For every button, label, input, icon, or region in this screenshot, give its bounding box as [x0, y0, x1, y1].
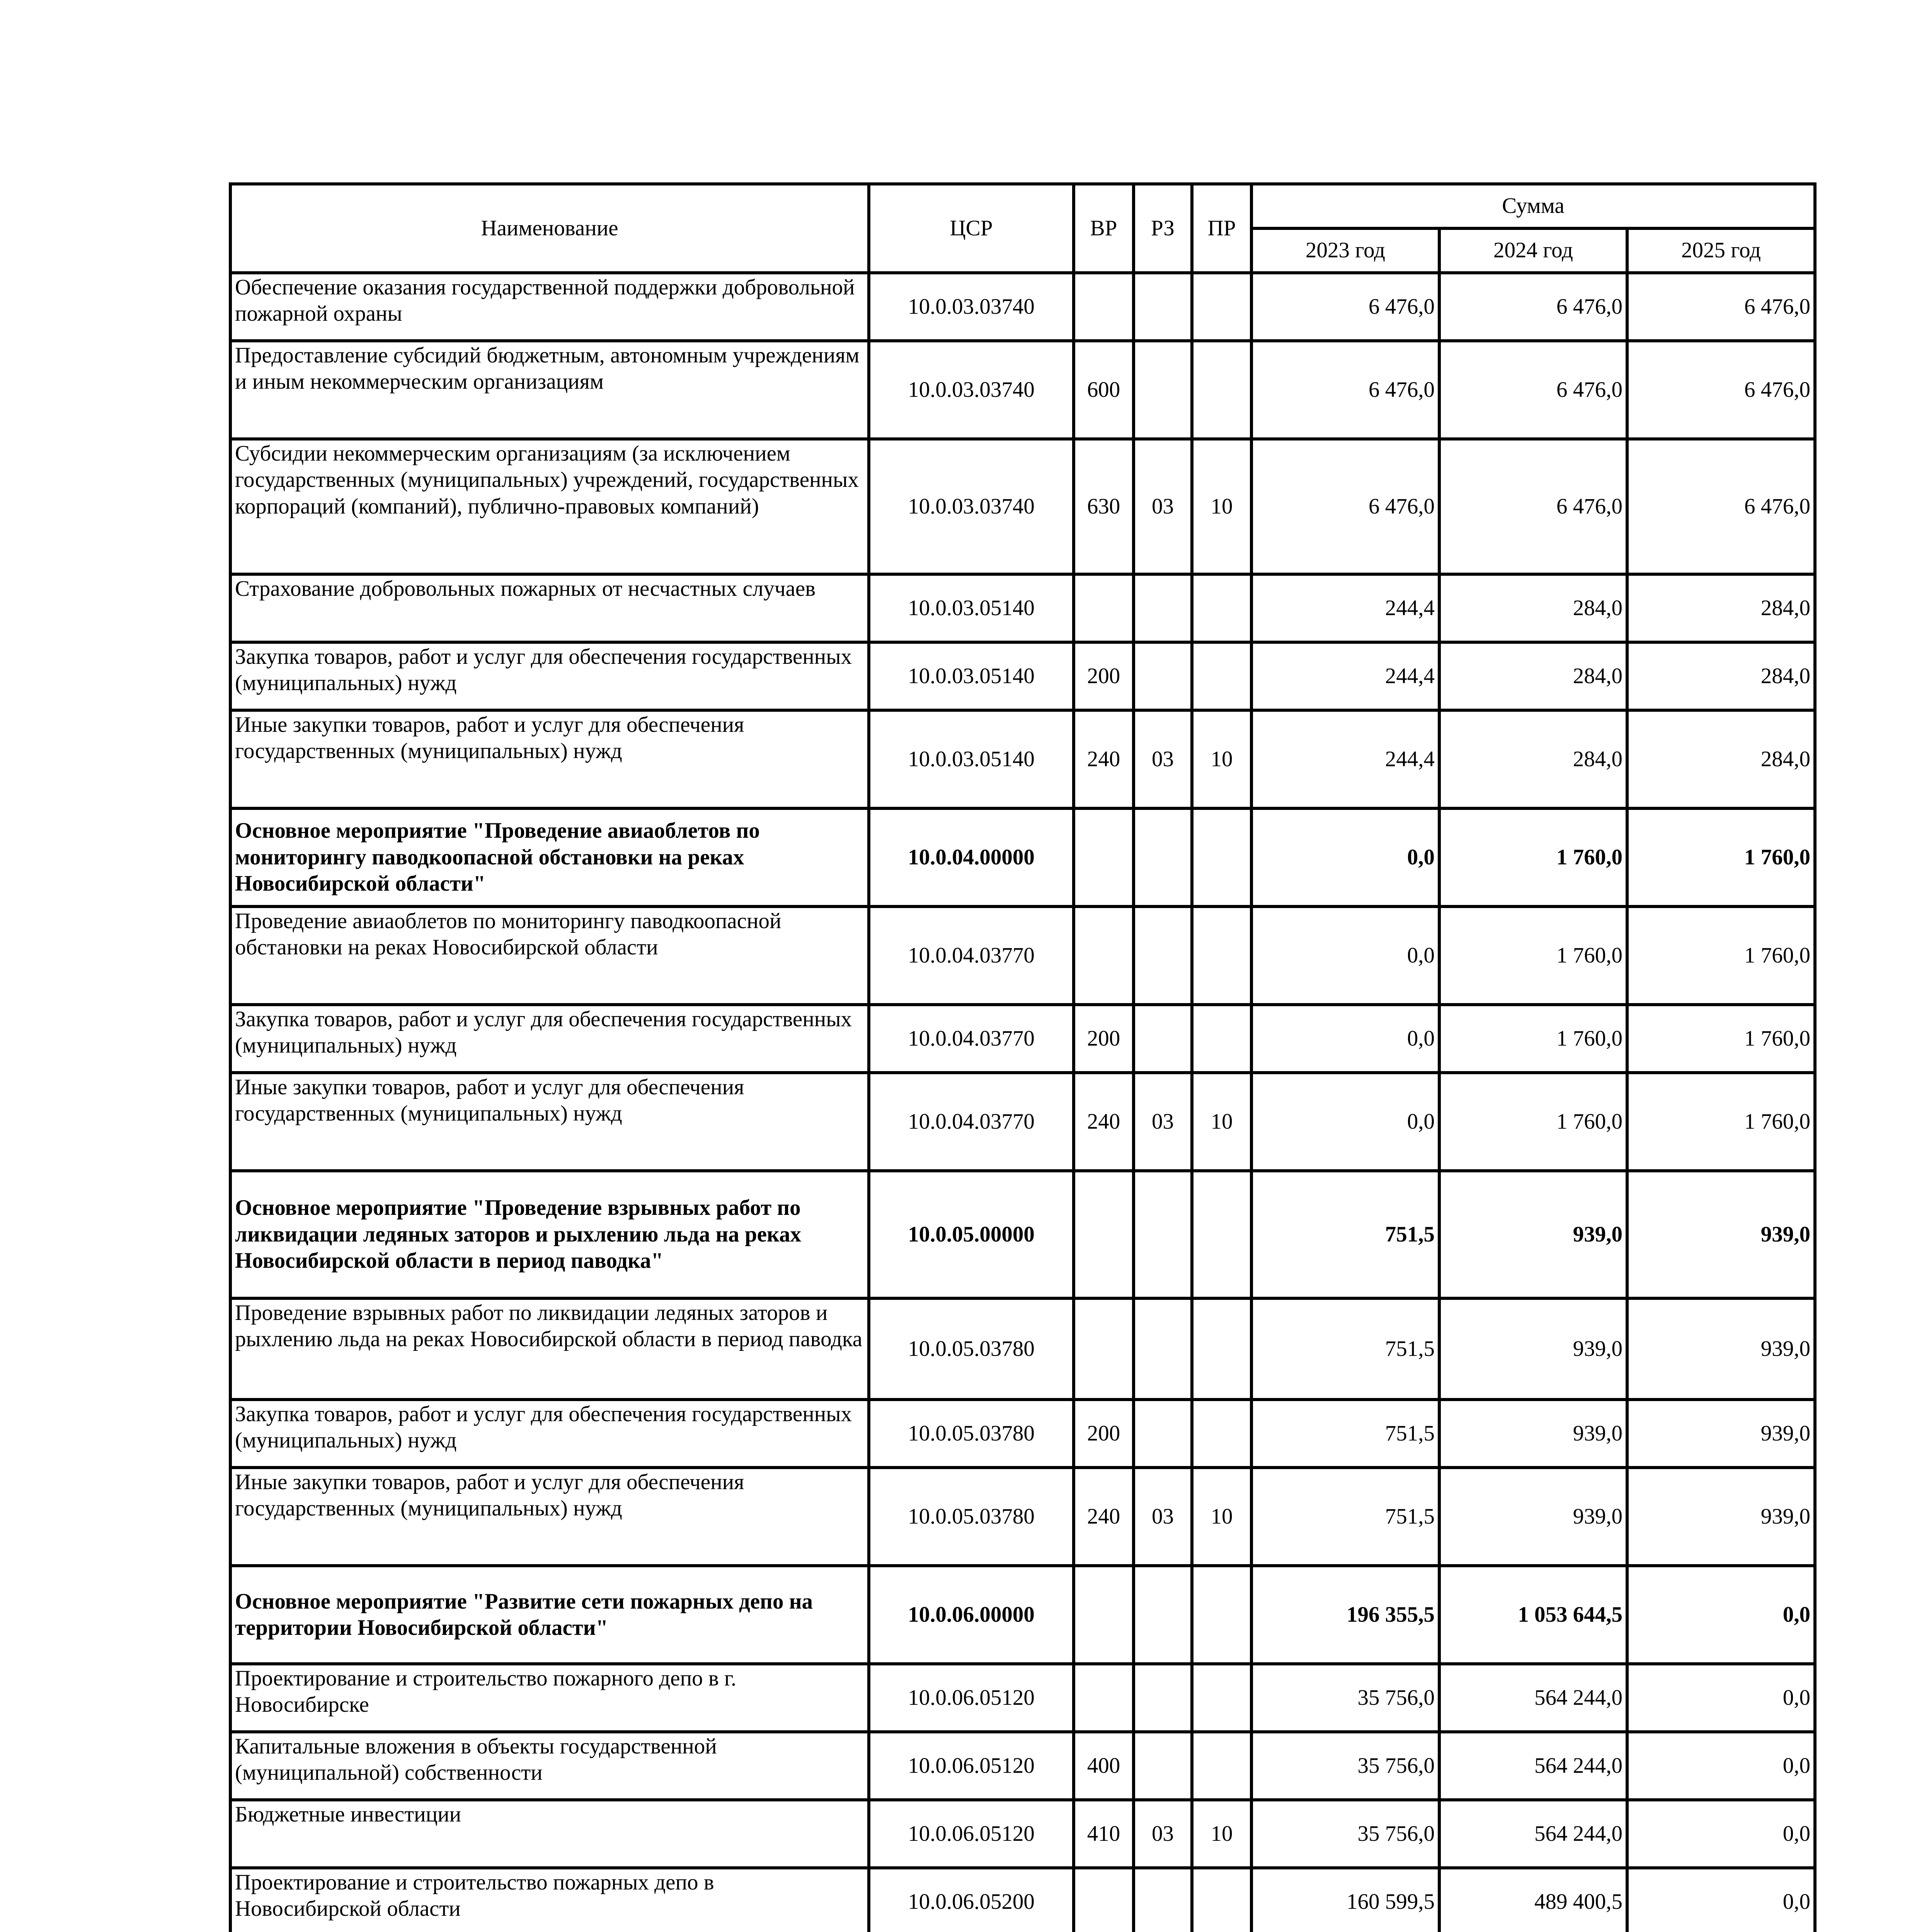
cell-rz: [1134, 1171, 1192, 1298]
table-row: [230, 1468, 1815, 1566]
cell-pr: 10: [1192, 1800, 1251, 1868]
table-row: [230, 1868, 1815, 1932]
table-row: [230, 906, 1815, 1005]
cell-rz: 03: [1134, 710, 1192, 808]
table-row: [230, 439, 1815, 574]
cell-pr: [1192, 341, 1251, 439]
cell-vr: 630: [1074, 439, 1134, 574]
cell-y2024: 939,0: [1439, 1468, 1627, 1566]
cell-csr: 10.0.06.05120: [869, 1732, 1074, 1800]
cell-csr: 10.0.05.03780: [869, 1468, 1074, 1566]
cell-vr: 200: [1074, 1400, 1134, 1468]
cell-csr: 10.0.04.03770: [869, 906, 1074, 1005]
cell-name: Закупка товаров, работ и услуг для обеспечения государственных (муниципальных) нужд: [230, 1005, 869, 1073]
cell-vr: [1074, 574, 1134, 642]
cell-csr: 10.0.03.03740: [869, 341, 1074, 439]
cell-rz: [1134, 642, 1192, 710]
cell-y2024: 6 476,0: [1439, 341, 1627, 439]
cell-name: Иные закупки товаров, работ и услуг для обеспечения государственных (муниципальных) нужд: [230, 1468, 869, 1566]
cell-csr: 10.0.06.05120: [869, 1800, 1074, 1868]
cell-pr: [1192, 906, 1251, 1005]
header-rz: РЗ: [1134, 184, 1192, 273]
cell-y2024: 939,0: [1439, 1298, 1627, 1400]
cell-y2023: 244,4: [1251, 710, 1439, 808]
cell-pr: [1192, 808, 1251, 906]
cell-csr: 10.0.04.03770: [869, 1005, 1074, 1073]
cell-csr: 10.0.03.03740: [869, 273, 1074, 341]
cell-rz: [1134, 1566, 1192, 1664]
cell-y2025: 284,0: [1627, 710, 1815, 808]
table-row: [230, 1073, 1815, 1171]
cell-vr: [1074, 1664, 1134, 1732]
cell-name: Предоставление субсидий бюджетным, автономным учреждениям и иным некоммерческим организациям: [230, 341, 869, 439]
cell-y2024: 564 244,0: [1439, 1732, 1627, 1800]
cell-csr: 10.0.05.00000: [869, 1171, 1074, 1298]
cell-vr: 240: [1074, 1073, 1134, 1171]
cell-rz: 03: [1134, 1800, 1192, 1868]
cell-rz: [1134, 341, 1192, 439]
cell-y2023: 196 355,5: [1251, 1566, 1439, 1664]
table-row: [230, 1400, 1815, 1468]
cell-y2025: 1 760,0: [1627, 906, 1815, 1005]
cell-pr: 10: [1192, 439, 1251, 574]
table-row: [230, 710, 1815, 808]
cell-y2025: 0,0: [1627, 1566, 1815, 1664]
cell-y2023: 244,4: [1251, 642, 1439, 710]
cell-y2023: 6 476,0: [1251, 439, 1439, 574]
cell-name: Закупка товаров, работ и услуг для обеспечения государственных (муниципальных) нужд: [230, 642, 869, 710]
cell-y2023: 244,4: [1251, 574, 1439, 642]
header-year-2023: 2023 год: [1251, 228, 1439, 273]
cell-y2023: 35 756,0: [1251, 1800, 1439, 1868]
table-body: [230, 273, 1815, 1932]
cell-vr: [1074, 1171, 1134, 1298]
table-row: [230, 1171, 1815, 1298]
cell-y2024: 939,0: [1439, 1171, 1627, 1298]
cell-y2023: 6 476,0: [1251, 341, 1439, 439]
cell-vr: 600: [1074, 341, 1134, 439]
cell-y2025: 939,0: [1627, 1171, 1815, 1298]
cell-pr: [1192, 1664, 1251, 1732]
cell-y2024: 284,0: [1439, 710, 1627, 808]
cell-y2025: 0,0: [1627, 1732, 1815, 1800]
header-sum: Сумма: [1251, 184, 1815, 228]
cell-y2025: 6 476,0: [1627, 439, 1815, 574]
cell-name: Иные закупки товаров, работ и услуг для обеспечения государственных (муниципальных) нужд: [230, 710, 869, 808]
cell-rz: 03: [1134, 439, 1192, 574]
cell-y2024: 6 476,0: [1439, 273, 1627, 341]
cell-pr: [1192, 1171, 1251, 1298]
cell-y2024: 564 244,0: [1439, 1800, 1627, 1868]
cell-y2023: 751,5: [1251, 1400, 1439, 1468]
cell-y2024: 564 244,0: [1439, 1664, 1627, 1732]
cell-vr: [1074, 1566, 1134, 1664]
cell-name: Капитальные вложения в объекты государственной (муниципальной) собственности: [230, 1732, 869, 1800]
cell-name: Основное мероприятие "Развитие сети пожарных депо на территории Новосибирской области": [230, 1566, 869, 1664]
cell-csr: 10.0.04.00000: [869, 808, 1074, 906]
table-row: [230, 1566, 1815, 1664]
cell-name: Бюджетные инвестиции: [230, 1800, 869, 1868]
cell-vr: 200: [1074, 1005, 1134, 1073]
cell-vr: [1074, 808, 1134, 906]
cell-y2024: 489 400,5: [1439, 1868, 1627, 1932]
cell-name: Обеспечение оказания государственной поддержки добровольной пожарной охраны: [230, 273, 869, 341]
cell-rz: [1134, 1868, 1192, 1932]
cell-y2024: 1 760,0: [1439, 906, 1627, 1005]
cell-csr: 10.0.06.05200: [869, 1868, 1074, 1932]
header-vr: ВР: [1074, 184, 1134, 273]
cell-name: Основное мероприятие "Проведение взрывных работ по ликвидации ледяных заторов и рыхлению льда на реках Новосибирской области в период паводка": [230, 1171, 869, 1298]
cell-name: Основное мероприятие "Проведение авиаоблетов по мониторингу паводкоопасной обстановки на реках Новосибирской области": [230, 808, 869, 906]
cell-y2025: 284,0: [1627, 574, 1815, 642]
cell-y2023: 0,0: [1251, 808, 1439, 906]
cell-y2023: 0,0: [1251, 1073, 1439, 1171]
cell-csr: 10.0.04.03770: [869, 1073, 1074, 1171]
cell-name: Субсидии некоммерческим организациям (за исключением государственных (муниципальных) учреждений, государственных корпораций (компаний), публично-правовых компаний): [230, 439, 869, 574]
cell-y2025: 1 760,0: [1627, 1073, 1815, 1171]
cell-pr: [1192, 574, 1251, 642]
cell-y2024: 1 760,0: [1439, 808, 1627, 906]
cell-csr: 10.0.05.03780: [869, 1400, 1074, 1468]
cell-y2025: 6 476,0: [1627, 341, 1815, 439]
cell-pr: [1192, 642, 1251, 710]
cell-name: Проведение авиаоблетов по мониторингу паводкоопасной обстановки на реках Новосибирской области: [230, 906, 869, 1005]
cell-y2025: 939,0: [1627, 1298, 1815, 1400]
cell-y2023: 751,5: [1251, 1171, 1439, 1298]
cell-y2023: 35 756,0: [1251, 1664, 1439, 1732]
cell-pr: 10: [1192, 710, 1251, 808]
cell-csr: 10.0.03.05140: [869, 642, 1074, 710]
cell-y2025: 0,0: [1627, 1868, 1815, 1932]
table-row: [230, 642, 1815, 710]
table-row: [230, 808, 1815, 906]
cell-rz: 03: [1134, 1468, 1192, 1566]
cell-pr: [1192, 273, 1251, 341]
cell-vr: 240: [1074, 710, 1134, 808]
cell-pr: 10: [1192, 1468, 1251, 1566]
cell-y2025: 1 760,0: [1627, 1005, 1815, 1073]
cell-name: Иные закупки товаров, работ и услуг для обеспечения государственных (муниципальных) нужд: [230, 1073, 869, 1171]
cell-pr: [1192, 1566, 1251, 1664]
cell-csr: 10.0.03.03740: [869, 439, 1074, 574]
table-row: [230, 1298, 1815, 1400]
cell-y2024: 284,0: [1439, 574, 1627, 642]
cell-rz: [1134, 1298, 1192, 1400]
cell-rz: [1134, 1732, 1192, 1800]
table-row: [230, 273, 1815, 341]
cell-vr: 240: [1074, 1468, 1134, 1566]
cell-name: Проектирование и строительство пожарных депо в Новосибирской области: [230, 1868, 869, 1932]
cell-pr: [1192, 1005, 1251, 1073]
cell-pr: 10: [1192, 1073, 1251, 1171]
cell-y2024: 284,0: [1439, 642, 1627, 710]
budget-table: [229, 182, 1817, 1932]
cell-y2025: 1 760,0: [1627, 808, 1815, 906]
cell-y2025: 939,0: [1627, 1400, 1815, 1468]
cell-vr: 200: [1074, 642, 1134, 710]
cell-vr: [1074, 1868, 1134, 1932]
cell-csr: 10.0.06.00000: [869, 1566, 1074, 1664]
cell-csr: 10.0.03.05140: [869, 574, 1074, 642]
cell-y2023: 160 599,5: [1251, 1868, 1439, 1932]
cell-vr: 400: [1074, 1732, 1134, 1800]
cell-pr: [1192, 1400, 1251, 1468]
cell-vr: [1074, 1298, 1134, 1400]
table-row: [230, 1732, 1815, 1800]
cell-rz: [1134, 574, 1192, 642]
table-row: [230, 1664, 1815, 1732]
cell-y2023: 0,0: [1251, 1005, 1439, 1073]
cell-y2025: 0,0: [1627, 1664, 1815, 1732]
cell-y2024: 1 760,0: [1439, 1005, 1627, 1073]
table-row: [230, 574, 1815, 642]
cell-rz: [1134, 1400, 1192, 1468]
cell-pr: [1192, 1298, 1251, 1400]
cell-y2024: 1 760,0: [1439, 1073, 1627, 1171]
cell-name: Закупка товаров, работ и услуг для обеспечения государственных (муниципальных) нужд: [230, 1400, 869, 1468]
cell-name: Проектирование и строительство пожарного депо в г. Новосибирске: [230, 1664, 869, 1732]
cell-vr: [1074, 906, 1134, 1005]
header-year-2024: 2024 год: [1439, 228, 1627, 273]
cell-rz: 03: [1134, 1073, 1192, 1171]
cell-rz: [1134, 273, 1192, 341]
cell-y2024: 6 476,0: [1439, 439, 1627, 574]
cell-y2025: 6 476,0: [1627, 273, 1815, 341]
cell-rz: [1134, 1664, 1192, 1732]
cell-y2023: 0,0: [1251, 906, 1439, 1005]
cell-pr: [1192, 1732, 1251, 1800]
cell-y2023: 751,5: [1251, 1468, 1439, 1566]
cell-vr: [1074, 273, 1134, 341]
cell-y2023: 751,5: [1251, 1298, 1439, 1400]
cell-y2024: 1 053 644,5: [1439, 1566, 1627, 1664]
cell-name: Страхование добровольных пожарных от несчастных случаев: [230, 574, 869, 642]
table-row: [230, 341, 1815, 439]
table-row: [230, 1800, 1815, 1868]
header-name: Наименование: [230, 184, 869, 273]
cell-y2025: 939,0: [1627, 1468, 1815, 1566]
cell-name: Проведение взрывных работ по ликвидации ледяных заторов и рыхлению льда на реках Новосибирской области в период паводка: [230, 1298, 869, 1400]
cell-pr: [1192, 1868, 1251, 1932]
cell-csr: 10.0.03.05140: [869, 710, 1074, 808]
cell-rz: [1134, 808, 1192, 906]
cell-rz: [1134, 906, 1192, 1005]
header-csr: ЦСР: [869, 184, 1074, 273]
cell-y2023: 6 476,0: [1251, 273, 1439, 341]
table-row: [230, 1005, 1815, 1073]
cell-y2025: 0,0: [1627, 1800, 1815, 1868]
header-pr: ПР: [1192, 184, 1251, 273]
cell-y2023: 35 756,0: [1251, 1732, 1439, 1800]
header-year-2025: 2025 год: [1627, 228, 1815, 273]
cell-csr: 10.0.05.03780: [869, 1298, 1074, 1400]
cell-y2025: 284,0: [1627, 642, 1815, 710]
cell-csr: 10.0.06.05120: [869, 1664, 1074, 1732]
cell-y2024: 939,0: [1439, 1400, 1627, 1468]
cell-rz: [1134, 1005, 1192, 1073]
cell-vr: 410: [1074, 1800, 1134, 1868]
